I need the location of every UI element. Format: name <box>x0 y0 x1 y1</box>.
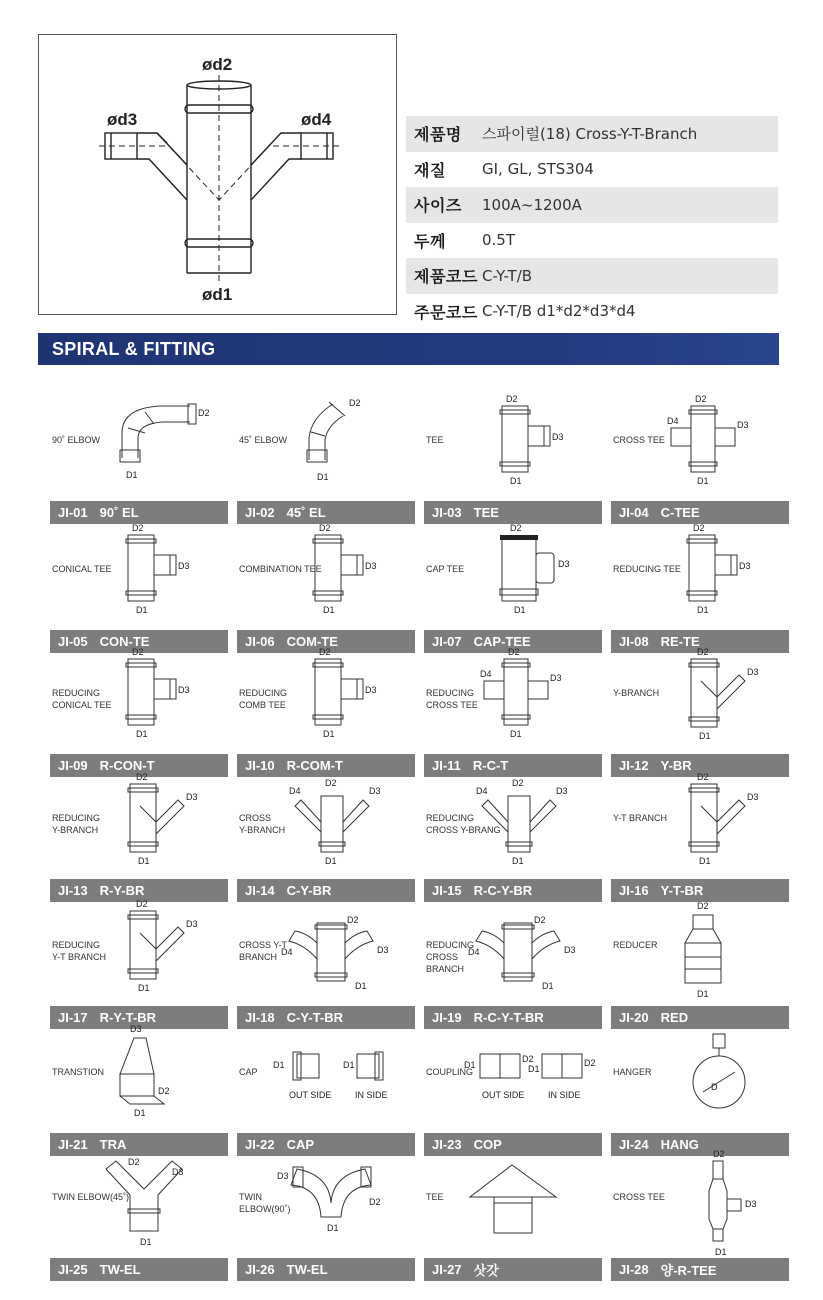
fitting-label: 90˚ ELBOW <box>52 435 101 445</box>
fitting-code: JI-05 <box>58 634 88 649</box>
fitting-code: JI-14 <box>245 883 275 898</box>
d1-label: ød1 <box>202 285 233 304</box>
fitting-name: COM-TE <box>286 634 338 649</box>
svg-text:D1: D1 <box>510 729 522 739</box>
svg-text:D1: D1 <box>343 1060 355 1070</box>
svg-text:D1: D1 <box>512 856 524 866</box>
fitting-label: COMBINATION TEE <box>239 564 322 574</box>
fitting-name: Y-T-BR <box>660 883 704 898</box>
fitting-code: JI-04 <box>619 505 649 520</box>
fitting-label: CROSS Y-BRANCH <box>239 813 286 835</box>
fitting-item <box>611 641 789 777</box>
spec-row <box>406 294 778 330</box>
svg-text:D2: D2 <box>158 1086 170 1096</box>
fitting-code: JI-06 <box>245 634 275 649</box>
fitting-label: REDUCING CROSS TEE <box>426 688 478 710</box>
fitting-item <box>611 766 789 902</box>
fitting-item <box>237 1145 415 1281</box>
fitting-name: C-Y-T-BR <box>286 1010 343 1025</box>
fitting-item <box>611 388 789 524</box>
fitting-label: TWIN ELBOW(45˚) <box>52 1192 130 1202</box>
fitting-label: TEE <box>426 1192 444 1202</box>
fitting-code: JI-03 <box>432 505 462 520</box>
fitting-label: REDUCING CONICAL TEE <box>52 688 112 710</box>
fitting-label: Y-T BRANCH <box>613 813 668 823</box>
svg-text:D3: D3 <box>178 685 190 695</box>
svg-text:D1: D1 <box>327 1223 339 1233</box>
code-bar <box>50 1258 228 1281</box>
spec-value: 100A~1200A <box>482 195 582 214</box>
spec-row <box>406 152 778 188</box>
fitting-item <box>424 893 602 1029</box>
spec-row <box>406 116 778 152</box>
svg-text:D1: D1 <box>134 1108 146 1118</box>
fitting-name: R-C-Y-BR <box>473 883 533 898</box>
fitting-label: REDUCING Y-T BRANCH <box>52 940 107 962</box>
svg-text:D2: D2 <box>128 1157 140 1167</box>
spec-row <box>406 223 778 259</box>
svg-text:D3: D3 <box>556 786 568 796</box>
svg-text:D2: D2 <box>198 408 210 418</box>
svg-text:D1: D1 <box>136 605 148 615</box>
fitting-item <box>424 517 602 653</box>
fitting-name: HANG <box>660 1137 699 1152</box>
spec-label: 두께 <box>414 231 446 251</box>
svg-text:D2: D2 <box>319 523 331 533</box>
main-product-drawing <box>38 34 397 315</box>
svg-text:D1: D1 <box>510 476 522 486</box>
fitting-name: C-Y-BR <box>286 883 332 898</box>
fitting-item <box>424 1020 602 1156</box>
cross-y-t-branch-diagram <box>39 35 398 316</box>
svg-text:D2: D2 <box>522 1054 534 1064</box>
fitting-label: REDUCING CROSS BRANCH <box>426 940 475 974</box>
svg-text:D2: D2 <box>508 647 520 657</box>
svg-text:D4: D4 <box>476 786 488 796</box>
fitting-name: 45˚ EL <box>286 505 326 520</box>
fitting-code: JI-16 <box>619 883 649 898</box>
fitting-item <box>611 1145 789 1281</box>
fitting-code: JI-17 <box>58 1010 88 1025</box>
spec-label: 제품명 <box>414 125 462 145</box>
fitting-name: R-COM-T <box>286 758 343 773</box>
fitting-name: TEE <box>473 505 499 520</box>
fitting-code: JI-07 <box>432 634 462 649</box>
fitting-code: JI-19 <box>432 1010 462 1025</box>
fitting-item <box>50 1145 228 1281</box>
svg-text:D2: D2 <box>512 778 524 788</box>
fitting-name: R-Y-T-BR <box>99 1010 156 1025</box>
svg-text:D3: D3 <box>365 561 377 571</box>
fitting-code: JI-23 <box>432 1137 462 1152</box>
fitting-item <box>50 388 228 524</box>
fitting-code: JI-11 <box>432 758 461 773</box>
svg-text:D1: D1 <box>697 605 709 615</box>
d2-label: ød2 <box>202 55 233 74</box>
fitting-drawing <box>237 1020 415 1133</box>
fitting-label: REDUCER <box>613 940 658 950</box>
fitting-item <box>50 641 228 777</box>
fitting-code: JI-10 <box>245 758 275 773</box>
fitting-name: RE-TE <box>660 634 700 649</box>
svg-text:D4: D4 <box>281 947 293 957</box>
svg-text:D2: D2 <box>319 647 331 657</box>
spec-label: 재질 <box>414 160 446 180</box>
svg-text:D3: D3 <box>365 685 377 695</box>
svg-text:D2: D2 <box>325 778 337 788</box>
svg-text:D1: D1 <box>323 729 335 739</box>
svg-text:D3: D3 <box>186 792 198 802</box>
svg-text:D2: D2 <box>369 1197 381 1207</box>
spec-value: 스파이럴(18) Cross-Y-T-Branch <box>482 125 698 144</box>
svg-text:D2: D2 <box>584 1058 596 1068</box>
spec-label: 주문코드 <box>414 302 478 322</box>
spec-value: C-Y-T/B <box>482 266 533 285</box>
svg-text:D1: D1 <box>325 856 337 866</box>
svg-text:D3: D3 <box>550 673 562 683</box>
svg-text:D1: D1 <box>528 1064 540 1074</box>
fitting-name: COP <box>473 1137 502 1152</box>
fitting-drawing <box>424 388 602 501</box>
svg-text:D1: D1 <box>715 1247 727 1257</box>
d3-label: ød3 <box>107 110 138 129</box>
fitting-label: REDUCING TEE <box>613 564 681 574</box>
svg-text:D3: D3 <box>377 945 389 955</box>
fitting-name: TRA <box>99 1137 127 1152</box>
fitting-item <box>424 388 602 524</box>
fitting-item <box>237 893 415 1029</box>
fitting-item <box>50 766 228 902</box>
fitting-item <box>50 1020 228 1156</box>
fitting-name: 90˚ EL <box>99 505 139 520</box>
fitting-code: JI-18 <box>245 1010 275 1025</box>
fitting-code: JI-13 <box>58 883 88 898</box>
svg-text:D1: D1 <box>136 729 148 739</box>
spec-value: 0.5T <box>482 231 516 250</box>
svg-text:D3: D3 <box>564 945 576 955</box>
svg-text:IN SIDE: IN SIDE <box>355 1090 388 1100</box>
svg-text:D1: D1 <box>138 856 150 866</box>
fitting-item <box>424 766 602 902</box>
spec-label: 사이즈 <box>414 196 462 216</box>
svg-text:D1: D1 <box>317 472 329 482</box>
svg-text:D3: D3 <box>558 559 570 569</box>
svg-text:D3: D3 <box>747 792 759 802</box>
section-title: SPIRAL & FITTING <box>38 333 779 365</box>
svg-text:D2: D2 <box>136 772 148 782</box>
fitting-code: JI-21 <box>58 1137 88 1152</box>
svg-text:D1: D1 <box>140 1237 152 1247</box>
fitting-name: TW-EL <box>286 1262 328 1277</box>
fitting-name: R-C-Y-T-BR <box>473 1010 544 1025</box>
fitting-code: JI-27 <box>432 1262 462 1277</box>
svg-text:D2: D2 <box>347 915 359 925</box>
fitting-code: JI-26 <box>245 1262 275 1277</box>
fitting-label: HANGER <box>613 1067 652 1077</box>
svg-text:D3: D3 <box>745 1199 757 1209</box>
fitting-label: CROSS TEE <box>613 435 665 445</box>
fitting-name: CAP <box>286 1137 315 1152</box>
d4-label: ød4 <box>301 110 332 129</box>
fitting-code: JI-25 <box>58 1262 88 1277</box>
svg-text:IN SIDE: IN SIDE <box>548 1090 581 1100</box>
fitting-item <box>237 766 415 902</box>
code-bar <box>611 1258 789 1281</box>
code-bar <box>424 1258 602 1281</box>
svg-text:D4: D4 <box>468 947 480 957</box>
fitting-label: CAP TEE <box>426 564 465 574</box>
fitting-code: JI-22 <box>245 1137 275 1152</box>
fitting-label: REDUCING Y-BRANCH <box>52 813 101 835</box>
svg-text:D2: D2 <box>132 647 144 657</box>
svg-text:D2: D2 <box>697 901 709 911</box>
fitting-label: TRANSTION <box>52 1067 105 1077</box>
fitting-code: JI-08 <box>619 634 649 649</box>
svg-text:D1: D1 <box>138 983 150 993</box>
fitting-name: RED <box>660 1010 689 1025</box>
spec-row <box>406 258 778 294</box>
svg-text:OUT SIDE: OUT SIDE <box>289 1090 332 1100</box>
svg-text:D4: D4 <box>289 786 301 796</box>
spec-table <box>406 116 778 329</box>
fitting-label: REDUCING CROSS Y-BRANG <box>426 813 501 835</box>
fitting-item <box>237 388 415 524</box>
svg-text:D1: D1 <box>355 981 367 991</box>
fitting-item <box>50 893 228 1029</box>
svg-text:D3: D3 <box>130 1024 142 1034</box>
fitting-name: CON-TE <box>99 634 150 649</box>
fitting-name: C-TEE <box>660 505 700 520</box>
svg-text:D3: D3 <box>178 561 190 571</box>
fitting-item <box>50 517 228 653</box>
fitting-label: TWIN ELBOW(90˚) <box>239 1192 291 1214</box>
svg-text:D: D <box>711 1082 718 1092</box>
fitting-item <box>611 1020 789 1156</box>
fitting-label: 45˚ ELBOW <box>239 435 288 445</box>
spec-value: C-Y-T/B d1*d2*d3*d4 <box>482 302 636 321</box>
fitting-item <box>237 641 415 777</box>
svg-text:D3: D3 <box>747 667 759 677</box>
svg-text:OUT SIDE: OUT SIDE <box>482 1090 525 1100</box>
svg-text:D1: D1 <box>514 605 526 615</box>
svg-text:D3: D3 <box>186 919 198 929</box>
fitting-label: CAP <box>239 1067 258 1077</box>
fitting-name: CAP-TEE <box>473 634 531 649</box>
svg-text:D2: D2 <box>697 647 709 657</box>
fitting-name: 삿갓 <box>473 1263 499 1278</box>
svg-text:D1: D1 <box>542 981 554 991</box>
svg-text:D1: D1 <box>273 1060 285 1070</box>
svg-text:D1: D1 <box>323 605 335 615</box>
svg-text:D2: D2 <box>349 398 361 408</box>
svg-text:D4: D4 <box>480 669 492 679</box>
spec-label: 제품코드 <box>414 267 478 287</box>
fitting-item <box>424 641 602 777</box>
fitting-item <box>611 893 789 1029</box>
spec-row <box>406 187 778 223</box>
fitting-code: JI-01 <box>58 505 88 520</box>
fitting-label: COUPLING <box>426 1067 474 1077</box>
fitting-label: TEE <box>426 435 444 445</box>
fitting-code: JI-15 <box>432 883 462 898</box>
fitting-item <box>424 1145 602 1281</box>
svg-text:D3: D3 <box>739 561 751 571</box>
fitting-label: CROSS Y-T BRANCH <box>239 940 288 962</box>
fitting-name: 양-R-TEE <box>660 1263 717 1278</box>
fitting-item <box>611 517 789 653</box>
fitting-name: R-C-T <box>472 758 509 773</box>
fitting-item <box>237 1020 415 1156</box>
svg-text:D4: D4 <box>667 416 679 426</box>
fitting-label: CONICAL TEE <box>52 564 112 574</box>
svg-text:D2: D2 <box>510 523 522 533</box>
fitting-label: Y-BRANCH <box>613 688 660 698</box>
code-bar <box>237 1258 415 1281</box>
fitting-label: CROSS TEE <box>613 1192 665 1202</box>
fitting-name: TW-EL <box>99 1262 141 1277</box>
svg-text:D2: D2 <box>693 523 705 533</box>
svg-text:D1: D1 <box>697 989 709 999</box>
svg-text:D3: D3 <box>172 1167 184 1177</box>
fitting-name: R-CON-T <box>99 758 155 773</box>
fitting-item <box>237 517 415 653</box>
svg-text:D2: D2 <box>506 394 518 404</box>
fitting-code: JI-24 <box>619 1137 649 1152</box>
fitting-code: JI-20 <box>619 1010 649 1025</box>
svg-text:D3: D3 <box>552 432 564 442</box>
svg-text:D3: D3 <box>737 420 749 430</box>
fitting-drawing <box>424 1145 602 1258</box>
spec-value: GI, GL, STS304 <box>482 160 594 179</box>
svg-text:D2: D2 <box>713 1149 725 1159</box>
svg-text:D1: D1 <box>697 476 709 486</box>
svg-text:D1: D1 <box>699 731 711 741</box>
svg-text:D3: D3 <box>277 1171 289 1181</box>
fitting-name: R-Y-BR <box>99 883 145 898</box>
svg-text:D1: D1 <box>464 1060 476 1070</box>
svg-text:D2: D2 <box>695 394 707 404</box>
fitting-code: JI-09 <box>58 758 88 773</box>
fitting-name: Y-BR <box>660 758 692 773</box>
svg-text:D1: D1 <box>126 470 138 480</box>
svg-text:D3: D3 <box>369 786 381 796</box>
svg-text:D1: D1 <box>699 856 711 866</box>
fitting-code: JI-28 <box>619 1262 649 1277</box>
fitting-label: REDUCING COMB TEE <box>239 688 288 710</box>
fitting-code: JI-12 <box>619 758 649 773</box>
fitting-code: JI-02 <box>245 505 275 520</box>
svg-text:D2: D2 <box>136 899 148 909</box>
svg-text:D2: D2 <box>534 915 546 925</box>
svg-text:D2: D2 <box>132 523 144 533</box>
svg-text:D2: D2 <box>697 772 709 782</box>
